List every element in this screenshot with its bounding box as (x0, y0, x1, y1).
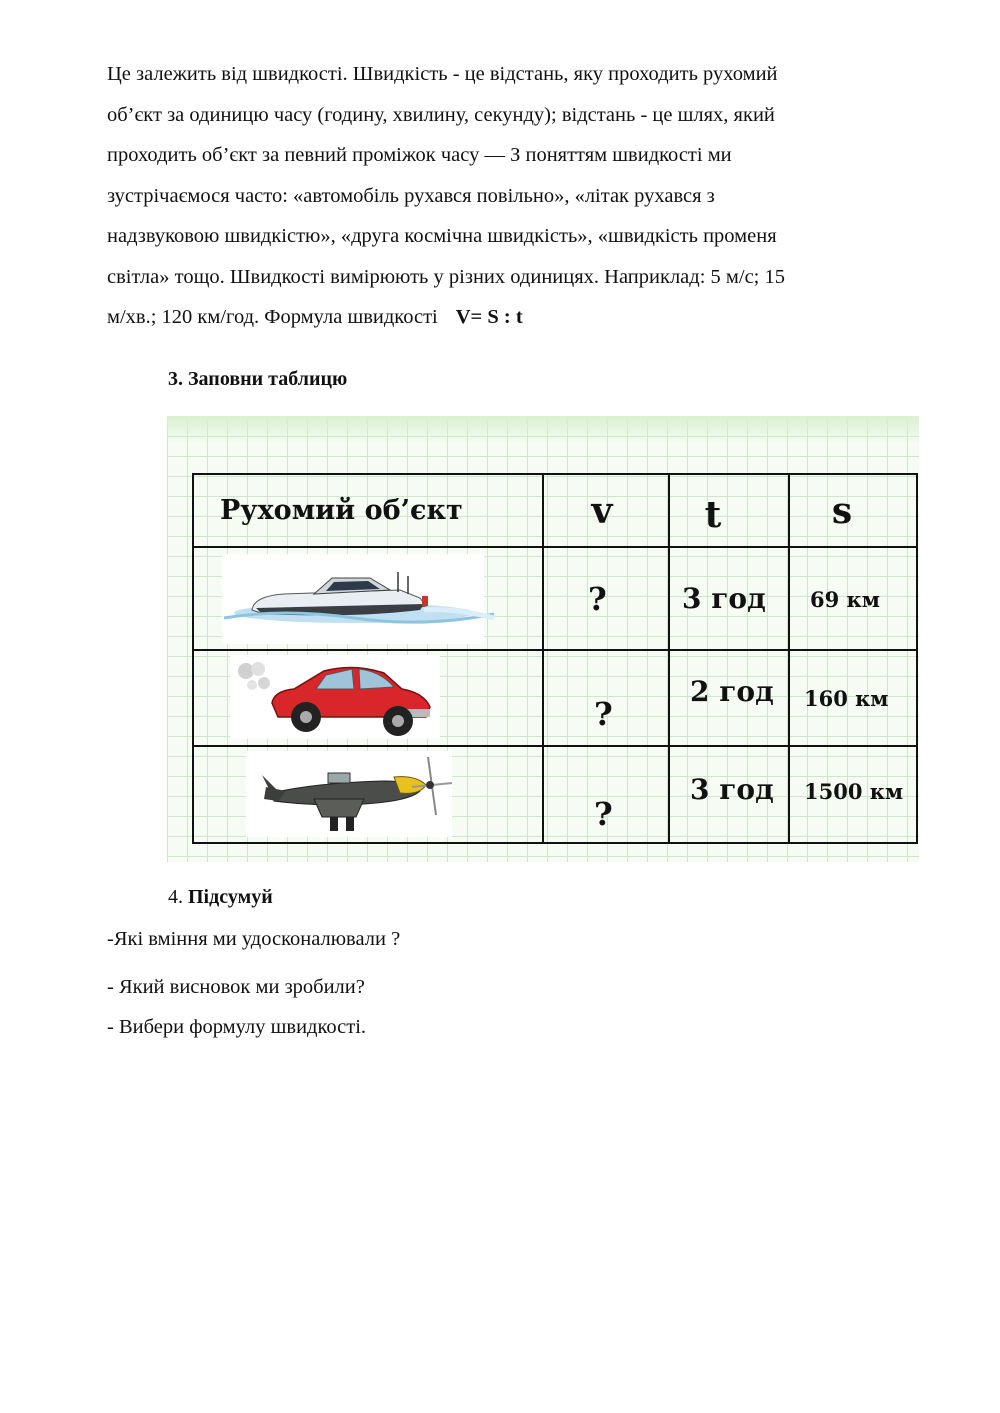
section-4-title (168, 886, 273, 909)
row3-t-cell (669, 746, 789, 843)
row1-v-cell (543, 547, 669, 650)
summary-question: - Який висновок ми зробили? (107, 976, 365, 998)
unknown-speed: ? (594, 795, 613, 833)
row1-t-cell (669, 547, 789, 650)
header-s-text: s (831, 489, 853, 532)
header-t (669, 474, 789, 547)
intro-line: проходить об’єкт за певний проміжок часу — З поняттям швидкості ми (107, 144, 732, 166)
car-image (194, 651, 516, 745)
speed-formula: V= S : t (455, 306, 523, 328)
header-v-text: v (591, 489, 613, 532)
speed-table (192, 473, 918, 844)
header-s (789, 474, 917, 547)
section-4-number: 4. (168, 886, 183, 908)
plane-image (194, 747, 516, 842)
header-v (543, 474, 669, 547)
header-t-text: t (704, 493, 722, 536)
table-row (193, 650, 917, 746)
row1-s-cell (789, 547, 917, 650)
intro-line: об’єкт за одиницю часу (годину, хвилину, секунду); відстань - це шлях, який (107, 103, 775, 126)
unknown-speed: ? (594, 695, 613, 733)
row3-v-cell (543, 746, 669, 843)
distance-value: 69 км (810, 587, 880, 612)
time-value: 3 год (682, 582, 766, 615)
row3-s-cell (789, 746, 917, 843)
table-header-row (193, 474, 917, 547)
time-value: 2 год (690, 675, 774, 708)
distance-value: 1500 км (804, 779, 904, 804)
table-row (193, 746, 917, 843)
speed-table-figure (167, 416, 919, 862)
row2-s-cell (789, 650, 917, 746)
summary-question: - Вибери формулу швидкості. (107, 1016, 367, 1038)
summary-question: -Які вміння ми удосконалювали ? (107, 928, 401, 950)
intro-line: зустрічаємося часто: «автомобіль рухався повільно», «літак рухався з (107, 184, 715, 207)
distance-value: 160 км (804, 686, 889, 711)
boat-cell (193, 547, 543, 650)
intro-line: надзвуковою швидкістю», «друга космічна швидкість», «швидкість променя (107, 225, 777, 247)
plane-cell (193, 746, 543, 843)
grid-top-band (167, 416, 919, 444)
table-row (193, 547, 917, 650)
intro-line: світла» тощо. Швидкості вимірюють у різних одиницях. Наприклад: 5 м/с; 15 (107, 265, 785, 288)
row2-v-cell (543, 650, 669, 746)
boat-image (194, 548, 516, 649)
time-value: 3 год (690, 773, 774, 806)
intro-paragraph (107, 54, 907, 338)
intro-line-last (107, 297, 907, 338)
header-object: Рухомий об’єкт (193, 474, 543, 547)
row2-t-cell (669, 650, 789, 746)
intro-line: Це залежить від швидкості. Швидкість - це відстань, яку проходить рухомий (107, 63, 778, 85)
section-4-heading: Підсумуй (188, 886, 273, 908)
unknown-speed: ? (588, 580, 607, 618)
car-cell (193, 650, 543, 746)
section-3-title: 3. Заповни таблицю (168, 368, 348, 390)
intro-text: м/хв.; 120 км/год. Формула швидкості (107, 306, 438, 328)
